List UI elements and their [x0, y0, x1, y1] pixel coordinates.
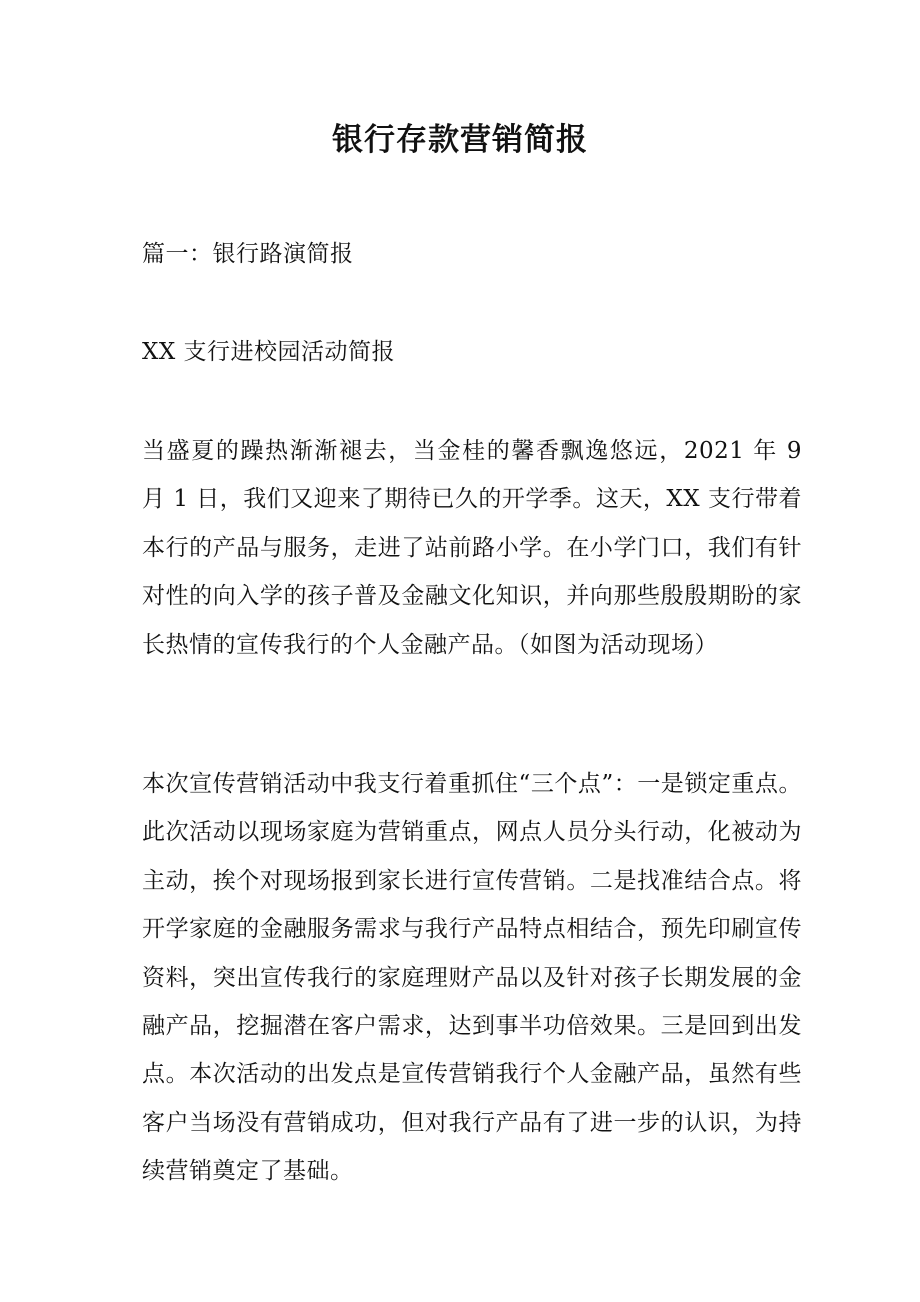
section-heading: 篇一：银行路演简报	[142, 241, 354, 267]
paragraph-activity-intro: 当盛夏的躁热渐渐褪去，当金桂的馨香飘逸悠远，2021 年 9 月 1 日，我们又迎来了期待已久的开学季。这天，XX 支行带着本行的产品与服务，走进了站前路小学。在小学门口，我们有针对性的向入学的孩子普及金融文化知识，并向那些殷殷期盼的家长热情的宣传我行的个人金融产品。（如图为活动现场）	[142, 438, 802, 658]
document-title: 银行存款营销简报	[332, 122, 588, 158]
sub-heading: XX 支行进校园活动简报	[142, 339, 396, 365]
paragraph-three-points: 本次宣传营销活动中我支行着重抓住“三个点”：一是锁定重点。此次活动以现场家庭为营销重点，网点人员分头行动，化被动为主动，挨个对现场报到家长进行宣传营销。二是找准结合点。将开学家庭的金融服务需求与我行产品特点相结合，预先印刷宣传资料，突出宣传我行的家庭理财产品以及针对孩子长期发展的金融产品，挖掘潜在客户需求，达到事半功倍效果。三是回到出发点。本次活动的出发点是宣传营销我行个人金融产品，虽然有些客户当场没有营销成功，但对我行产品有了进一步的认识，为持续营销奠定了基础。	[142, 771, 802, 1185]
